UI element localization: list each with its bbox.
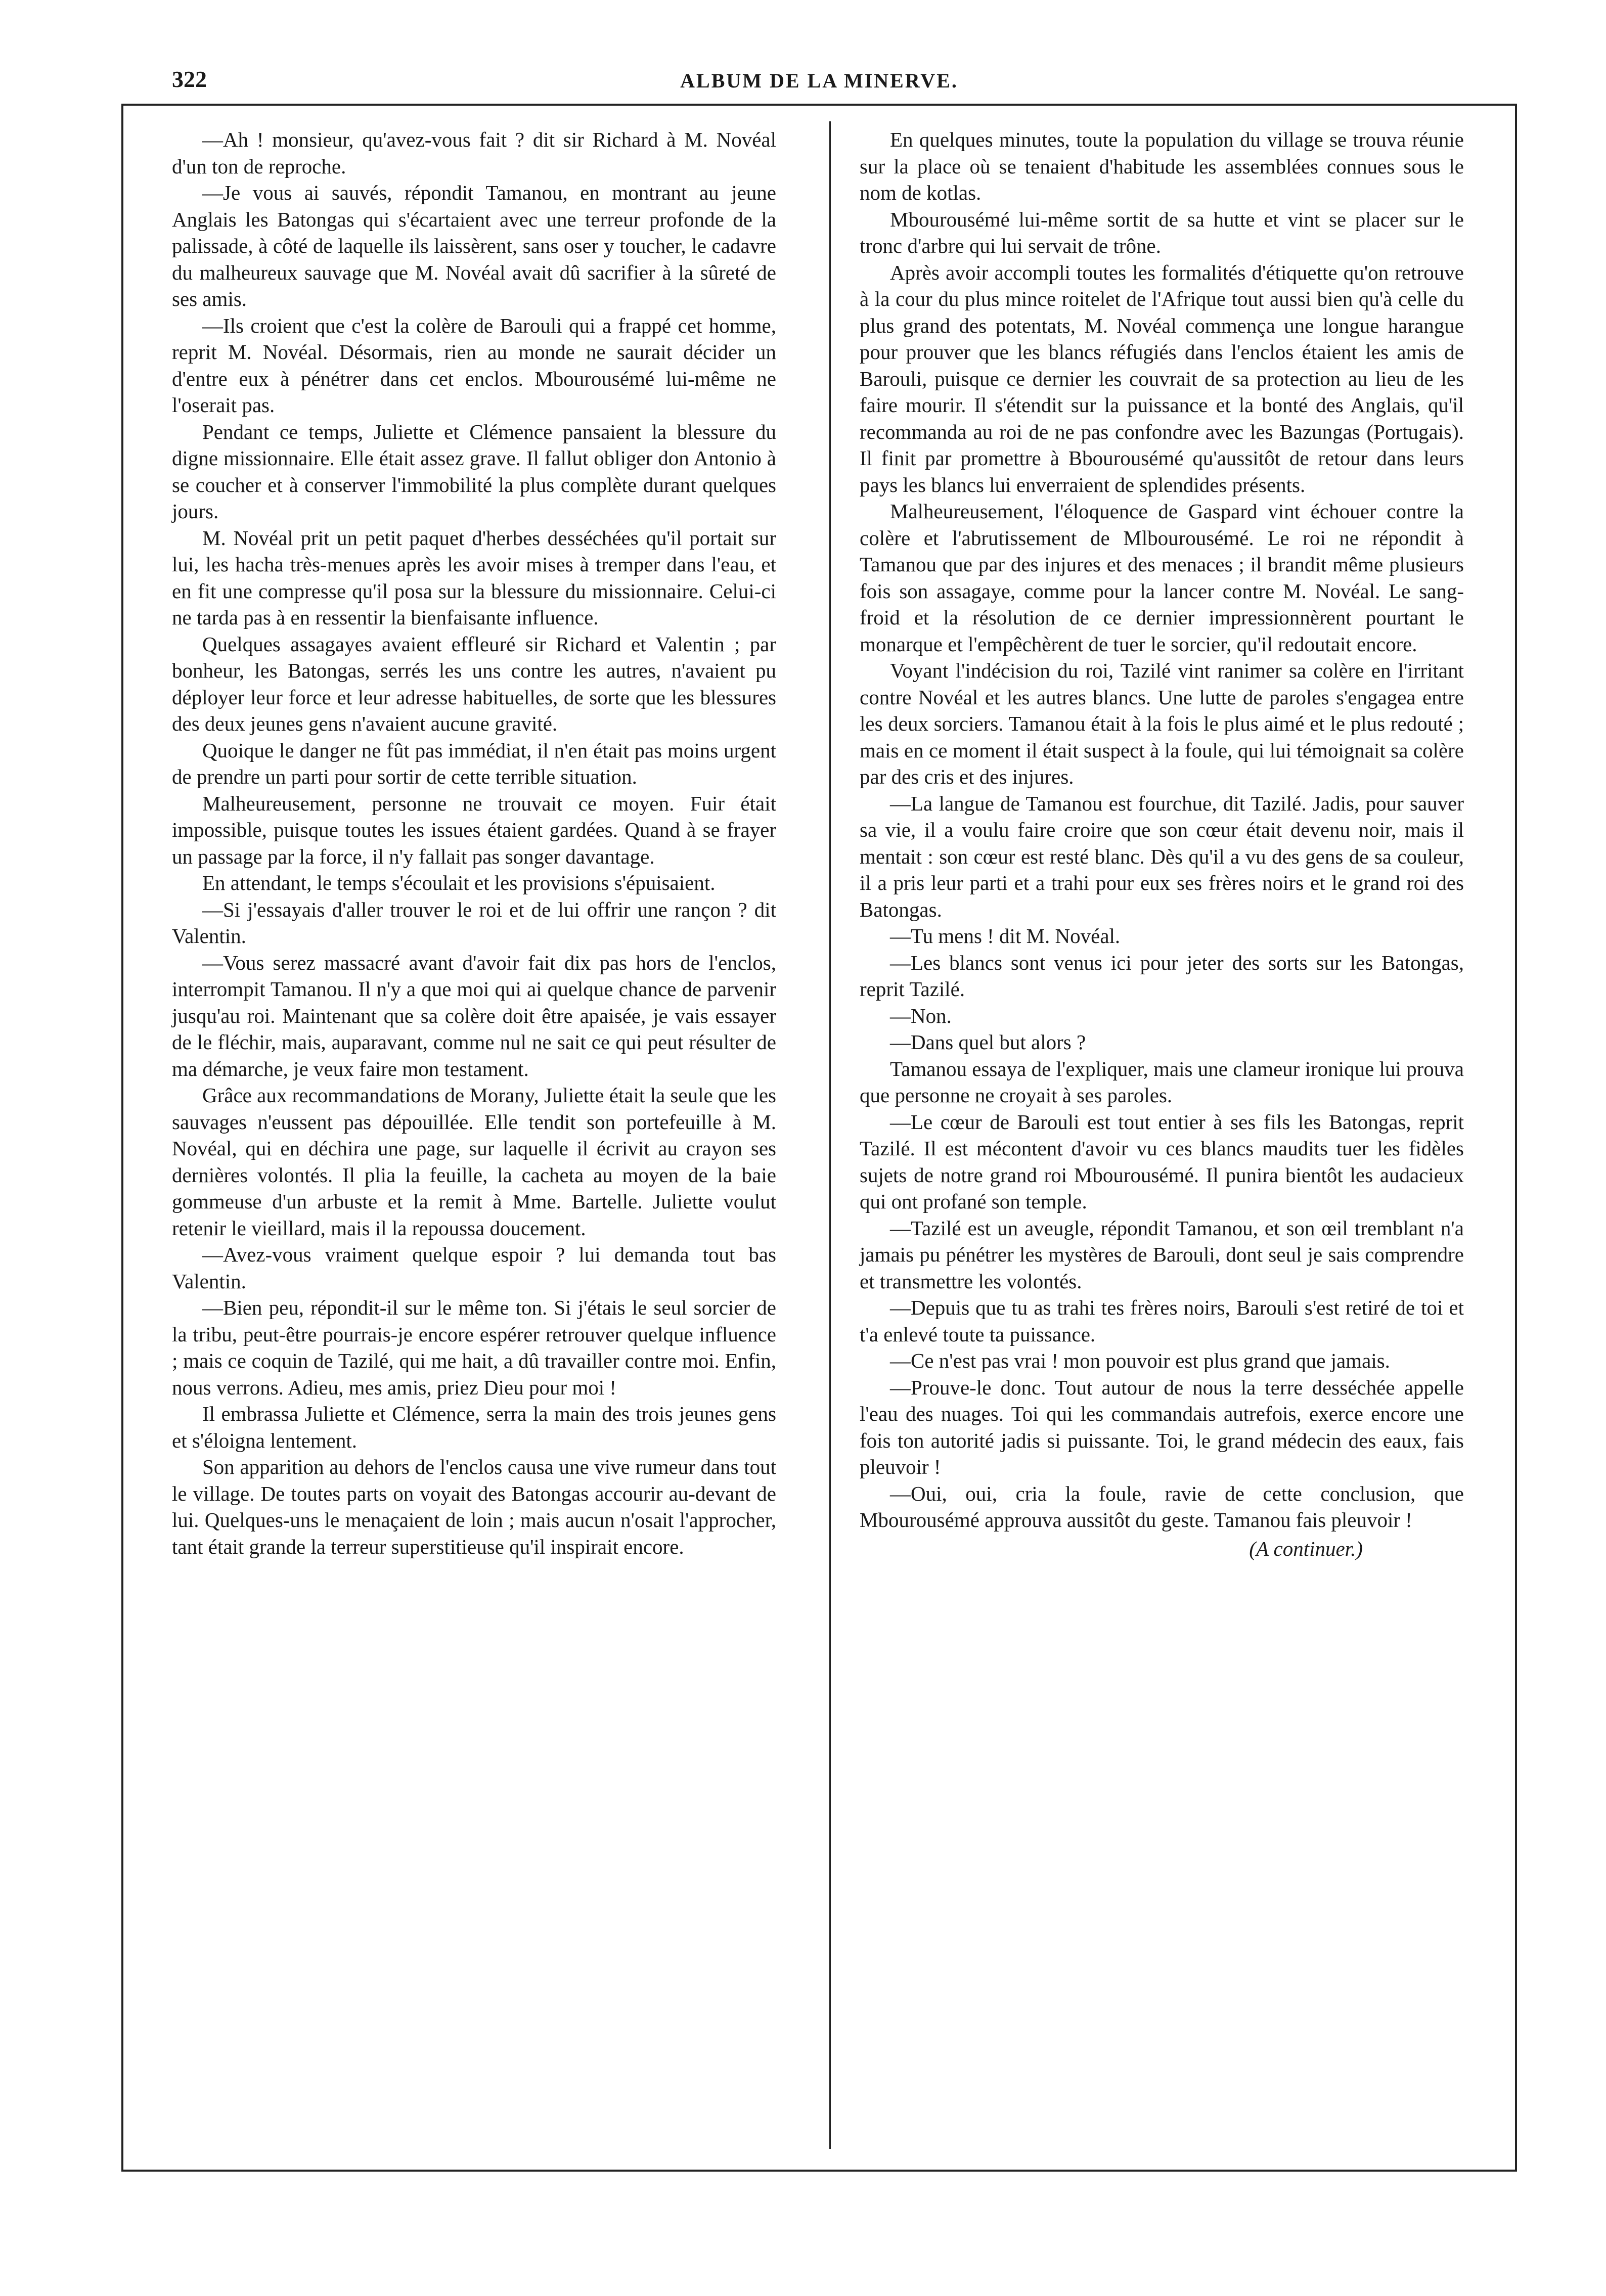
column-divider	[829, 121, 831, 2149]
page-header	[121, 66, 1517, 106]
paragraph: —Le cœur de Barouli est tout entier à ses fils les Batongas, reprit Tazilé. Il est mécontent d'avoir vu ces blancs maudits tuer les fidèles sujets de notre grand roi Mbourousémé. Il punira bientôt les audacieux qui ont profané son temple.	[860, 1110, 1464, 1213]
paragraph: En quelques minutes, toute la population du village se trouva réunie sur la place où se tenaient d'habitude les assemblées connues sous le nom de kotlas.	[860, 128, 1464, 204]
paragraph: Grâce aux recommandations de Morany, Juliette était la seule que les sauvages n'eussent pas dépouillée. Elle tendit son portefeuille à M. Novéal, qui en déchira une page, sur laquelle il écrivit au crayon ses dernières volontés. Il plia la feuille, la cacheta au moyen de la baie gommeuse d'un arbuste et la remit à Mme. Bartelle. Juliette voulut retenir le vieillard, mais il la repoussa doucement.	[172, 1084, 776, 1240]
paragraph: —Ah ! monsieur, qu'avez-vous fait ? dit sir Richard à M. Novéal d'un ton de reproche.	[172, 128, 776, 178]
left-column	[172, 126, 776, 1560]
paragraph: —Les blancs sont venus ici pour jeter des sorts sur les Batongas, reprit Tazilé.	[860, 951, 1464, 1001]
paragraph: —Tazilé est un aveugle, répondit Tamanou, et son œil tremblant n'a jamais pu pénétrer les mystères de Barouli, dont seul je sais comprendre et transmettre les volontés.	[860, 1216, 1464, 1293]
paragraph: —Vous serez massacré avant d'avoir fait dix pas hors de l'enclos, interrompit Tamanou. Il n'y a que moi qui ai quelque chance de parvenir jusqu'au roi. Maintenant que sa colère doit être apaisée, je vais essayer de le fléchir, mais, auparavant, comme nul ne sait ce qui peut résulter de ma démarche, je veux faire mon testament.	[172, 951, 776, 1081]
paragraph: —Tu mens ! dit M. Novéal.	[890, 924, 1121, 948]
paragraph: —La langue de Tamanou est fourchue, dit Tazilé. Jadis, pour sauver sa vie, il a voulu faire croire que son cœur était devenu noir, mais il mentait : son cœur est resté blanc. Dès qu'il a vu des gens de sa couleur, il a pris leur parti et a trahi pour eux ses frères noirs et le grand roi des Batongas.	[860, 791, 1464, 921]
paragraph: Pendant ce temps, Juliette et Clémence pansaient la blessure du digne missionnaire. Elle était assez grave. Il fallut obliger don Antonio à se coucher et à conserver l'immobilité la plus complète durant quelques jours.	[172, 420, 776, 523]
paragraph: —Je vous ai sauvés, répondit Tamanou, en montrant au jeune Anglais les Batongas qui s'écartaient avec une terreur profonde de la palissade, à côté de laquelle ils laissèrent, sans oser y toucher, le cadavre du malheureux sauvage que M. Novéal avait dû sacrifier à la sûreté de ses amis.	[172, 181, 776, 310]
paragraph: —Ils croient que c'est la colère de Barouli qui a frappé cet homme, reprit M. Novéal. Désormais, rien au monde ne saurait décider un d'entre eux à pénétrer dans cet enclos. Mbourousémé lui-même ne l'oserait pas.	[172, 313, 776, 417]
paragraph: Malheureusement, personne ne trouvait ce moyen. Fuir était impossible, puisque toutes les issues étaient gardées. Quand à se frayer un passage par la force, il n'y fallait pas songer davantage.	[172, 791, 776, 868]
page-number: 322	[172, 66, 207, 92]
paragraph: —Bien peu, répondit-il sur le même ton. Si j'étais le seul sorcier de la tribu, peut-être pourrais-je encore espérer retrouver quelque influence ; mais ce coquin de Tazilé, qui me hait, a dû travailler contre moi. Enfin, nous verrons. Adieu, mes amis, priez Dieu pour moi !	[172, 1296, 776, 1399]
paragraph: —Non.	[890, 1004, 952, 1027]
paragraph: Voyant l'indécision du roi, Tazilé vint ranimer sa colère en l'irritant contre Novéal et les autres blancs. Une lutte de paroles s'engagea entre les deux sorciers. Tamanou était à la fois le plus aimé et le plus redouté ; mais en ce moment il était suspect à la foule, qui lui témoignait sa colère par des cris et des injures.	[860, 659, 1464, 788]
right-column	[860, 126, 1464, 1562]
paragraph: Malheureusement, l'éloquence de Gaspard vint échouer contre la colère et l'abrutissement de Mlbourousémé. Le roi ne répondit à Tamanou que par des injures et des menaces ; il brandit même plusieurs fois son assagaye, comme pour la lancer contre M. Novéal. Le sang-froid et la résolution de ce dernier impressionnèrent pourtant le monarque et l'empêchèrent de tuer le sorcier, qu'il redoutait encore.	[860, 500, 1464, 656]
paragraph: —Ce n'est pas vrai ! mon pouvoir est plus grand que jamais.	[890, 1349, 1390, 1372]
paragraph: Tamanou essaya de l'expliquer, mais une clameur ironique lui prouva que personne ne croyait à ses paroles.	[860, 1057, 1464, 1107]
paragraph: —Avez-vous vraiment quelque espoir ? lui demanda tout bas Valentin.	[172, 1243, 776, 1293]
paragraph: —Oui, oui, cria la foule, ravie de cette conclusion, que Mbourousémé approuva aussitôt du geste. Tamanou fais pleuvoir !	[860, 1481, 1464, 1532]
paragraph: Quoique le danger ne fût pas immédiat, il n'en était pas moins urgent de prendre un parti pour sortir de cette terrible situation.	[172, 738, 776, 788]
running-title: ALBUM DE LA MINERVE.	[680, 69, 958, 92]
paragraph: Mbourousémé lui-même sortit de sa hutte et vint se placer sur le tronc d'arbre qui lui servait de trône.	[860, 207, 1464, 257]
paragraph: Son apparition au dehors de l'enclos causa une vive rumeur dans tout le village. De toutes parts on voyait des Batongas accourir au-devant de lui. Quelques-uns le menaçaient de loin ; mais aucun n'osait l'approcher, tant était grande la terreur superstitieuse qu'il inspirait encore.	[172, 1455, 776, 1558]
paragraph: M. Novéal prit un petit paquet d'herbes desséchées qu'il portait sur lui, les hacha très-menues après les avoir mises à tremper dans l'eau, et en fit une compresse qu'il posa sur la blessure du missionnaire. Celui-ci ne tarda pas à en ressentir la bienfaisante influence.	[172, 526, 776, 629]
paragraph: —Si j'essayais d'aller trouver le roi et de lui offrir une rançon ? dit Valentin.	[172, 897, 776, 948]
paragraph: Après avoir accompli toutes les formalités d'étiquette qu'on retrouve à la cour du plus mince roitelet de l'Afrique tout aussi bien qu'à celle du plus grand des potentats, M. Novéal commença une longue harangue pour prouver que les blancs réfugiés dans l'enclos étaient les amis de Barouli, puisque ce dernier les couvrait de sa protection au lieu de les faire mourir. Il s'étendit sur la puissance et la bonté des Anglais, qu'il recommanda au roi de ne pas confondre avec les Bazungas (Portugais). Il finit par promettre à Bbourousémé qu'aussitôt de retour dans leurs pays les blancs lui enverraient de splendides présents.	[860, 260, 1464, 497]
continuation-note: (A continuer.)	[1249, 1537, 1363, 1560]
paragraph: Quelques assagayes avaient effleuré sir Richard et Valentin ; par bonheur, les Batongas, serrés les uns contre les autres, n'avaient pu déployer leur force et leur adresse habituelles, de sorte que les blessures des deux jeunes gens n'avaient aucune gravité.	[172, 632, 776, 735]
paragraph: —Depuis que tu as trahi tes frères noirs, Barouli s'est retiré de toi et t'a enlevé toute ta puissance.	[860, 1296, 1464, 1346]
paragraph: Il embrassa Juliette et Clémence, serra la main des trois jeunes gens et s'éloigna lentement.	[172, 1402, 776, 1452]
paragraph: —Dans quel but alors ?	[890, 1030, 1086, 1054]
paragraph: En attendant, le temps s'écoulait et les provisions s'épuisaient.	[202, 871, 716, 894]
paragraph: —Prouve-le donc. Tout autour de nous la terre desséchée appelle l'eau des nuages. Toi qui les commandais autrefois, exerce encore une fois ton autorité jadis si puissante. Toi, le grand médecin des eaux, fais pleuvoir !	[860, 1375, 1464, 1478]
